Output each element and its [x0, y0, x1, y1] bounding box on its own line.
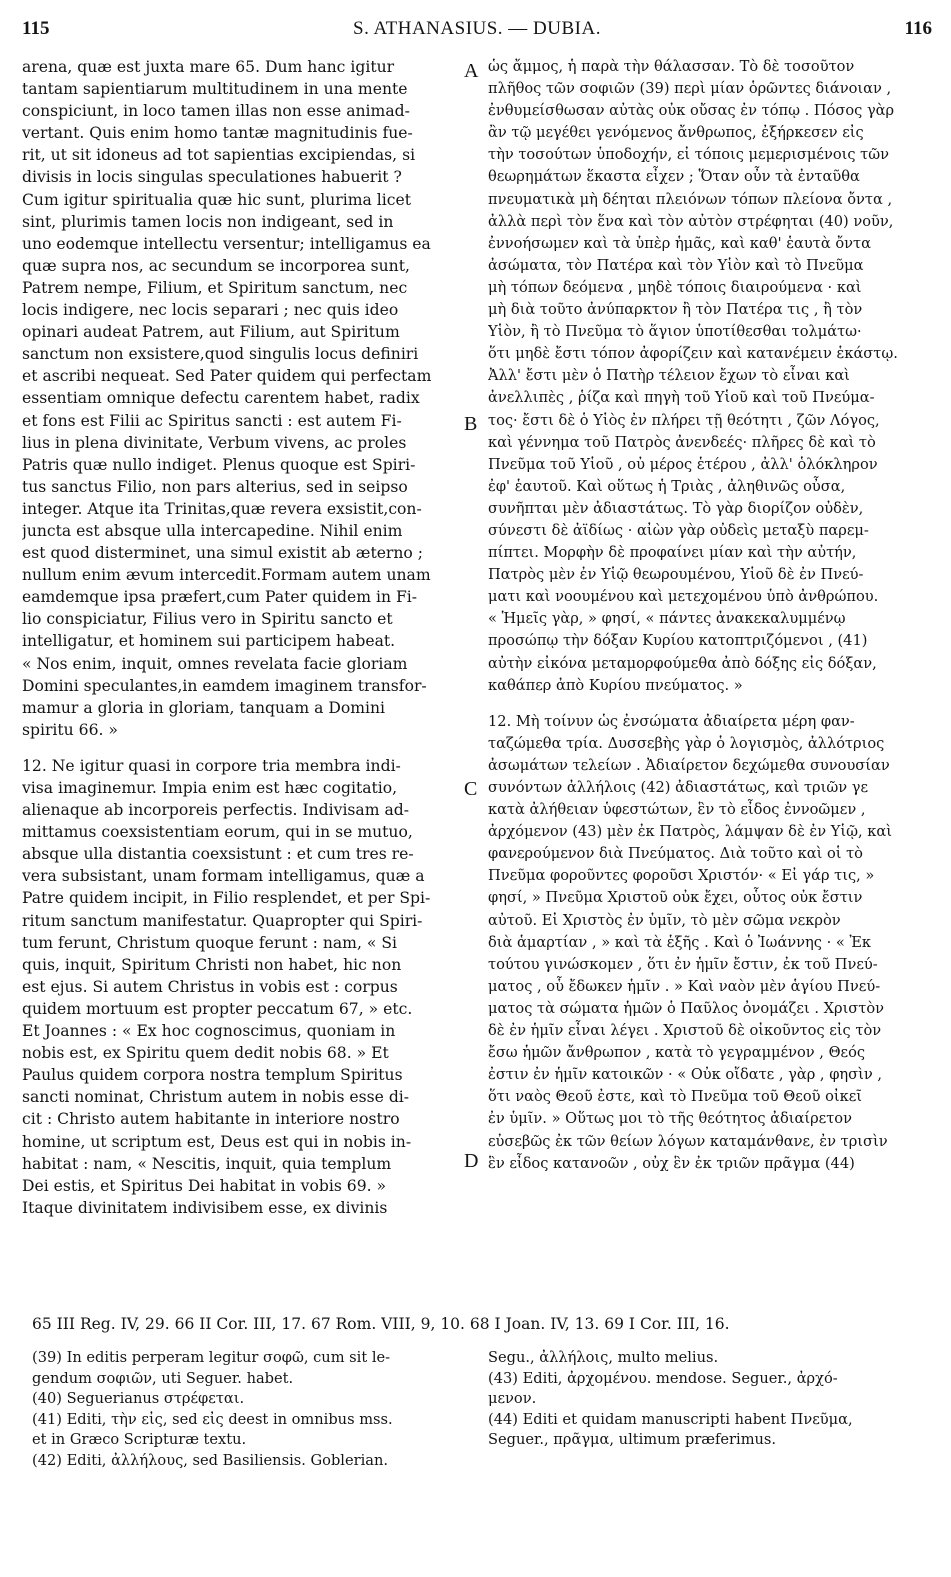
latin-text-line: Domini speculantes,in eamdem imaginem transfor-	[22, 676, 427, 695]
greek-text-line: θεωρημάτων ἕκαστα εἶχεν ; Ὅταν οὖν τὰ ἐνταῦθα	[488, 168, 860, 186]
latin-text-line: juncta est absque ulla intercapedine. Nihil enim	[22, 521, 403, 540]
scripture-references: 65 III Reg. IV, 29. 66 II Cor. III, 17. 67 Rom. VIII, 9, 10. 68 I Joan. IV, 13. 69 I Cor. III, 16.	[32, 1315, 730, 1333]
latin-text-line: opinari audeat Patrem, aut Filium, aut Spiritum	[22, 323, 400, 342]
latin-text-line: mittamus coexsistentiam eorum, qui in se mutuo,	[22, 823, 413, 842]
latin-text-line: Patre quidem incipit, in Filio resplendet, et per Spi-	[22, 889, 431, 908]
latin-text-line: quidem mortuum est propter peccatum 67, » etc.	[22, 999, 413, 1018]
greek-text-line: ἐννοήσωμεν καὶ τὰ ὑπὲρ ἡμᾶς, καὶ καθ' ἑαυτὰ ὄντα	[488, 234, 871, 252]
latin-text-line: vera subsistant, unam formam intelligamus, quæ a	[22, 867, 425, 886]
latin-text-line: homine, ut scriptum est, Deus est qui in nobis in-	[22, 1132, 412, 1151]
latin-text-line: Et Joannes : « Ex hoc cognoscimus, quoniam in	[22, 1022, 396, 1041]
latin-text-line: tantam sapientiarum multitudinem in una mente	[22, 80, 408, 99]
latin-text-line: nullum enim ævum intercedit.Formam autem unam	[22, 566, 431, 585]
footnote-line: (42) Editi, ἀλλήλους, sed Basiliensis. Goblerian.	[32, 1451, 388, 1469]
latin-column	[22, 56, 458, 1219]
latin-text-line: Itaque divinitatem indivisibem esse, ex divinis	[22, 1198, 388, 1217]
greek-text-line: 12. Μὴ τοίνυν ὡς ἐνσώματα ἀδιαίρετα μέρη φαν-	[488, 712, 855, 730]
margin-marker-c: C	[464, 778, 478, 800]
page-header	[22, 18, 932, 48]
greek-text-line: ἐφ' ἑαυτοῦ. Καὶ οὕτως ἡ Τριὰς , ἀληθινῶς οὖσα,	[488, 477, 846, 495]
latin-text-line: tum ferunt, Christum quoque ferunt : nam, « Si	[22, 933, 398, 952]
greek-text-line: ταζώμεθα τρία. Δυσσεβὴς γὰρ ὁ λογισμὸς, ἀλλότριος	[488, 734, 885, 752]
greek-text-line: αὐτοῦ. Εἰ Χριστὸς ἐν ὑμῖν, τὸ μὲν σῶμα νεκρὸν	[488, 911, 841, 929]
greek-text-line: σύνεστι δὲ ἀϊδίως · αἰὼν γὰρ οὐδεὶς μεταξὺ παρεμ-	[488, 521, 869, 539]
latin-text-line: sancti nominat, Christum autem in nobis esse di-	[22, 1088, 410, 1107]
latin-text-line: integer. Atque ita Trinitas,quæ revera exsistit,con-	[22, 499, 422, 518]
greek-text-line: ἀσώματα, τὸν Πατέρα καὶ τὸν Υἱὸν καὶ τὸ Πνεῦμα	[488, 256, 864, 274]
footnote-line: (40) Seguerianus στρέφεται.	[32, 1390, 245, 1408]
footnote-line: (44) Editi et quidam manuscripti habent Πνεῦμα,	[488, 1410, 853, 1428]
greek-text-line: συνῆπται μὲν ἀδιαστάτως. Τὸ γὰρ διορίζον οὐδὲν,	[488, 499, 864, 517]
greek-text-line: τούτου γινώσκομεν , ὅτι ἐν ἡμῖν ἔστιν, ἐκ τοῦ Πνεύ-	[488, 955, 878, 973]
greek-text-line: πλῆθος τῶν σοφιῶν (39) περὶ μίαν ὁρῶντες διάνοιαν ,	[488, 80, 892, 98]
greek-text-line: ἔσω ἡμῶν ἄνθρωπον , κατὰ τὸ γεγραμμένον , Θεός	[488, 1044, 866, 1062]
greek-text-line: μὴ διὰ τοῦτο ἀνύπαρκτον ἢ τὸν Πατέρα τις , ἢ τὸν	[488, 301, 863, 319]
greek-text-line: ἀρχόμενον (43) μὲν ἐκ Πατρὸς, λάμψαν δὲ ἐν Υἱῷ, καὶ	[488, 823, 892, 841]
greek-text-line: τος· ἔστι δὲ ὁ Υἱὸς ἐν πλήρει τῇ θεότητι , ζῶν Λόγος,	[488, 411, 880, 429]
latin-text-line: 12. Ne igitur quasi in corpore tria membra indi-	[22, 756, 401, 775]
greek-text-line: ματι καὶ νοουμένου καὶ μετεχομένου ὑπὸ ἀνθρώπου.	[488, 588, 879, 606]
latin-text-line: Cum igitur spiritualia quæ hic sunt, plurima licet	[22, 190, 411, 209]
footnotes-left	[32, 1348, 472, 1472]
latin-text-line: cit : Christo autem habitante in interiore nostro	[22, 1110, 400, 1129]
greek-text-line: συνόντων ἀλλήλοις (42) ἀδιαστάτως, καὶ τριῶν γε	[488, 779, 869, 796]
latin-text-line: eamdemque ipsa præfert,cum Pater quidem in Fi-	[22, 588, 418, 607]
footnote-line: gendum σοφιῶν, uti Seguer. habet.	[32, 1369, 294, 1387]
latin-text-line: quis, inquit, Spiritum Christi non habet, hic non	[22, 955, 402, 974]
page-number-right: 116	[904, 18, 932, 39]
latin-text-line: « Nos enim, inquit, omnes revelata facie gloriam	[22, 654, 408, 673]
margin-marker-a: A	[464, 60, 479, 82]
greek-text-line: « Ἡμεῖς γὰρ, » φησί, « πάντες ἀνακεκαλυμμένῳ	[488, 610, 846, 628]
greek-text-line: ἐστιν ἐν ἡμῖν κατοικῶν · « Οὐκ οἴδατε , γὰρ , φησὶν ,	[488, 1066, 883, 1084]
latin-text-line: est quod disterminet, una simul existit ab æterno ;	[22, 544, 424, 563]
greek-text-line: Πνεῦμα φοροῦντες φοροῦσι Χριστόν· « Εἰ γάρ τις, »	[488, 867, 875, 885]
latin-text-line: Dei estis, et Spiritus Dei habitat in vobis 69. »	[22, 1176, 387, 1195]
latin-text-line: est ejus. Si autem Christus in vobis est : corpus	[22, 977, 398, 996]
latin-text-line: Patrem nempe, Filium, et Spiritum sanctum, nec	[22, 278, 408, 297]
latin-text-line: rit, ut sit idoneus ad tot sapientias excipiendas, si	[22, 146, 416, 165]
latin-text-line: uno eodemque intellectu versentur; intelligamus ea	[22, 234, 431, 253]
latin-text-line: mamur a gloria in gloriam, tanquam a Domini	[22, 698, 386, 717]
margin-marker-d: D	[464, 1150, 479, 1172]
greek-text-line: Πατρὸς μὲν ἐν Υἱῷ θεωρουμένου, Υἱοῦ δὲ ἐν Πνεύ-	[488, 566, 864, 584]
greek-text-line: κατὰ ἀλήθειαν ὑφεστώτων, ἓν τὸ εἶδος ἐννοῶμεν ,	[488, 801, 866, 819]
greek-text-line: τὴν τοσούτων ὑποδοχήν, εἰ τόποις μεμερισμένοις τῶν	[488, 146, 889, 164]
footnotes-right	[488, 1348, 932, 1451]
latin-text-line: Patris quæ nullo indiget. Plenus quoque est Spiri-	[22, 455, 416, 474]
latin-text-line: intelligatur, et hominem sui participem habeat.	[22, 632, 396, 651]
greek-text-line: ἀνελλιπὲς , ῥίζα καὶ πηγὴ τοῦ Υἱοῦ καὶ τοῦ Πνεύμα-	[488, 389, 875, 407]
greek-text-line: πνευματικὰ μὴ δέηται πλειόνων τόπων πλείονα ὄντα ,	[488, 190, 893, 208]
greek-text-line: προσώπῳ τὴν δόξαν Κυρίου κατοπτριζόμενοι , (41)	[488, 632, 868, 650]
latin-text-line: habitat : nam, « Nescitis, inquit, quia templum	[22, 1154, 392, 1173]
footnote-line: Segu., ἀλλήλοις, multo melius.	[488, 1349, 719, 1366]
greek-text-line: πίπτει. Μορφὴν δὲ προφαίνει μίαν καὶ τὴν αὐτήν,	[488, 544, 857, 562]
greek-text-line: καθάπερ ἀπὸ Κυρίου πνεύματος. »	[488, 676, 743, 694]
greek-text-line: ἀσωμάτων τελείων . Ἀδιαίρετον δεχώμεθα συνουσίαν	[488, 756, 890, 774]
latin-text-line: arena, quæ est juxta mare 65. Dum hanc igitur	[22, 58, 395, 76]
latin-text-line: vertant. Quis enim homo tantæ magnitudinis fue-	[22, 124, 413, 143]
greek-text-line: ὅτι ναὸς Θεοῦ ἐστε, καὶ τὸ Πνεῦμα τοῦ Θεοῦ οἰκεῖ	[488, 1088, 863, 1106]
greek-text-line: φησί, » Πνεῦμα Χριστοῦ οὐκ ἔχει, οὗτος οὐκ ἔστιν	[488, 889, 863, 907]
greek-text-line: εὐσεβῶς ἐκ τῶν θείων λόγων καταμάνθανε, ἐν τρισὶν	[488, 1132, 888, 1150]
latin-text-line: et fons est Filii ac Spiritus sancti : est autem Fi-	[22, 411, 402, 430]
greek-text-line: ἐνθυμείσθωσαν αὐτὰς οὐκ οὔσας ἐν τόπῳ . Πόσος γὰρ	[488, 102, 895, 120]
latin-text-line: sint, plurimis tamen locis non indigeant, sed in	[22, 212, 394, 231]
latin-text-line: lius in plena divinitate, Verbum vivens, ac proles	[22, 433, 407, 452]
greek-text-line: ἂν τῷ μεγέθει γενόμενος ἄνθρωπος, ἐξήρκεσεν εἰς	[488, 124, 864, 142]
latin-text-line: lio conspiciatur, Filius vero in Spiritu sancto et	[22, 610, 393, 629]
footnote-line: μενον.	[488, 1390, 537, 1408]
page	[22, 18, 932, 1558]
latin-text-line: visa imaginemur. Impia enim est hæc cogitatio,	[22, 779, 398, 797]
greek-text-line: δὲ ἐν ἡμῖν εἶναι λέγει . Χριστοῦ δὲ οἰκοῦντος εἰς τὸν	[488, 1022, 882, 1040]
greek-text-line: αὐτὴν εἰκόνα μεταμορφούμεθα ἀπὸ δόξης εἰς δόξαν,	[488, 654, 877, 672]
running-title: S. ATHANASIUS. — DUBIA.	[353, 18, 601, 39]
greek-text-line: ἐν ὑμῖν. » Οὕτως μοι τὸ τῆς θεότητος ἀδιαίρετον	[488, 1110, 852, 1128]
latin-text-line: sanctum non exsistere,quod singulis locus definiri	[22, 345, 419, 364]
latin-text-line: conspiciunt, in loco tamen illas non esse animad-	[22, 102, 410, 121]
greek-text-line: διὰ ἁμαρτίαν , » καὶ τὰ ἑξῆς . Καὶ ὁ Ἰωάννης · « Ἐκ	[488, 933, 872, 951]
latin-text-line: quæ supra nos, ac secundum se incorporea sunt,	[22, 256, 410, 275]
latin-text-line: absque ulla distantia coexsistunt : et cum tres re-	[22, 845, 414, 864]
footnote-line: (39) In editis perperam legitur σοφῶ, cum sit le-	[32, 1349, 391, 1366]
latin-text-line: nobis est, ex Spiritu quem dedit nobis 68. » Et	[22, 1044, 389, 1063]
greek-text-line: καὶ γέννημα τοῦ Πατρὸς ἀνενδεές· πλῆρες δὲ καὶ τὸ	[488, 433, 876, 451]
latin-text-line: spiritu 66. »	[22, 720, 118, 739]
greek-text-line: ὅτι μηδὲ ἔστι τόπον ἀφορίζειν καὶ κατανέμειν ἑκάστῳ.	[488, 345, 898, 363]
latin-text-line: ritum sanctum manifestatur. Quapropter qui Spiri-	[22, 911, 423, 930]
greek-text-line: ἀλλὰ περὶ τὸν ἕνα καὶ τὸν αὐτὸν στρέφηται (40) νοῦν,	[488, 212, 894, 230]
latin-text-line: tus sanctus Filio, non pars alterius, sed in seipso	[22, 477, 408, 496]
latin-text-line: alienaque ab incorporeis perfectis. Indivisam ad-	[22, 801, 410, 820]
latin-text-line: Paulus quidem corpora nostra templum Spiritus	[22, 1066, 403, 1085]
greek-text-line: ματος , οὗ ἔδωκεν ἡμῖν . » Καὶ ναὸν μὲν ἁγίου Πνεύ-	[488, 977, 881, 995]
greek-text-line: ματος τὰ σώματα ἡμῶν ὁ Παῦλος ὀνομάζει . Χριστὸν	[488, 999, 884, 1017]
latin-text-line: divisis in locis singulas speculationes habuerit ?	[22, 168, 402, 187]
greek-text-line: Πνεῦμα τοῦ Υἱοῦ , οὐ μέρος ἑτέρου , ἀλλ' ὁλόκληρον	[488, 455, 878, 473]
footnote-line: (43) Editi, ἀρχομένου. mendose. Seguer., ἀρχό-	[488, 1369, 838, 1387]
latin-text-line: et ascribi nequeat. Sed Pater quidem qui perfectam	[22, 367, 432, 386]
margin-marker-b: B	[464, 413, 478, 435]
page-number-left: 115	[22, 18, 50, 39]
latin-text-line: essentiam omnique defectu carentem habet, radix	[22, 389, 420, 408]
greek-column	[488, 56, 932, 1175]
footnote-line: et in Græco Scripturæ textu.	[32, 1431, 247, 1449]
greek-text-line: μὴ τόπων δεόμενα , μηδὲ τόποις διαιρούμενα · καὶ	[488, 278, 862, 296]
greek-text-line: ἓν εἶδος κατανοῶν , οὐχ ἓν ἐκ τριῶν πρᾶγμα (44)	[488, 1154, 855, 1172]
greek-text-line: φανερούμενον διὰ Πνεύματος. Διὰ τοῦτο καὶ οἱ τὸ	[488, 845, 863, 863]
greek-text-line: Υἱὸν, ἢ τὸ Πνεῦμα τὸ ἅγιον ὑποτίθεσθαι τολμάτω·	[488, 323, 862, 341]
greek-text-line: Ἀλλ' ἔστι μὲν ὁ Πατὴρ τέλειον ἔχων τὸ εἶναι καὶ	[488, 367, 850, 385]
latin-text-line: locis indigere, nec locis separari ; nec quis ideo	[22, 301, 399, 320]
footnote-line: (41) Editi, τὴν εἰς, sed εἰς deest in omnibus mss.	[32, 1410, 393, 1428]
footnote-line: Seguer., πρᾶγμα, ultimum præferimus.	[488, 1431, 777, 1449]
greek-text-line: ὡς ἄμμος, ἡ παρὰ τὴν θάλασσαν. Τὸ δὲ τοσοῦτον	[488, 58, 855, 75]
